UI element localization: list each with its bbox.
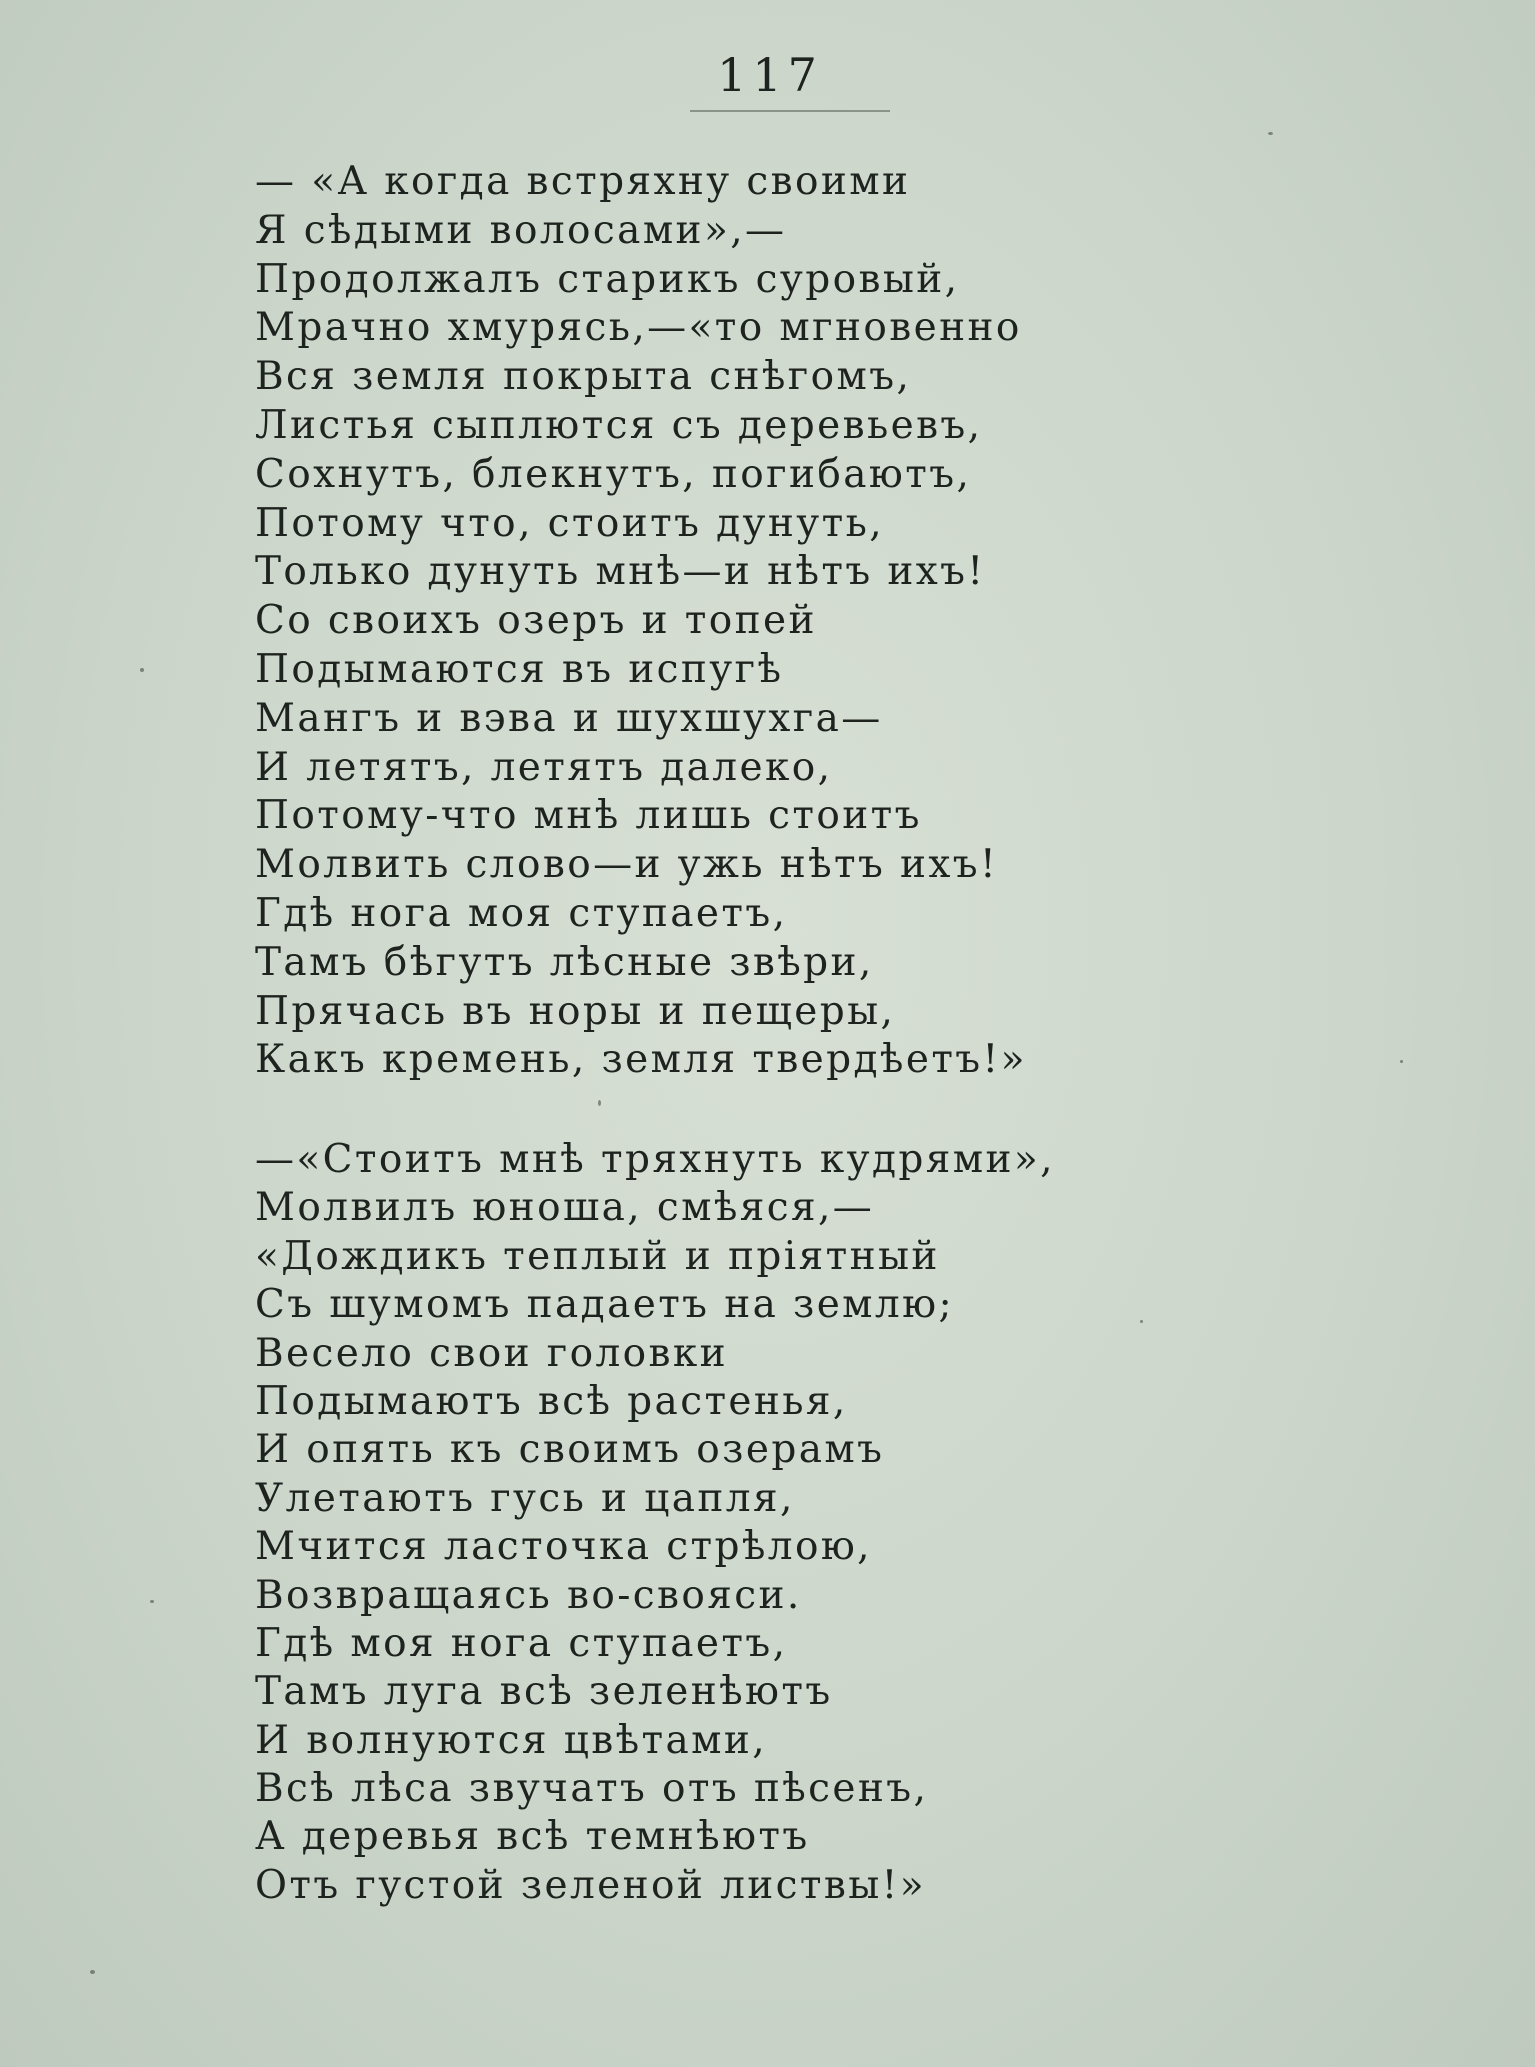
header-rule — [690, 110, 890, 112]
poem-line: И волнуются цвѣтами, — [255, 1717, 768, 1763]
poem-line: Съ шумомъ падаетъ на землю; — [255, 1282, 954, 1328]
poem-line: Всѣ лѣса звучатъ отъ пѣсенъ, — [255, 1766, 929, 1812]
poem-line: Молвить слово—и ужь нѣтъ ихъ! — [255, 842, 999, 888]
poem-line: Только дунуть мнѣ—и нѣтъ ихъ! — [255, 549, 986, 595]
poem-line: А деревья всѣ темнѣютъ — [255, 1814, 810, 1860]
paper-speck — [598, 1100, 601, 1106]
poem-line: Мангъ и вэва и шухшухга— — [255, 695, 883, 741]
poem-line: Потому что, стоитъ дунуть, — [255, 500, 885, 546]
poem-line: — «А когда встряхну своими — [255, 159, 911, 204]
paper-speck — [140, 668, 144, 672]
poem-line: Улетаютъ гусь и цапля, — [255, 1475, 795, 1521]
poem-line: Подымаются въ испугѣ — [255, 646, 784, 692]
poem-line: Продолжалъ старикъ суровый, — [255, 256, 960, 302]
poem-line: Вся земля покрыта снѣгомъ, — [255, 354, 912, 400]
poem-line: И летятъ, летятъ далеко, — [255, 744, 833, 790]
poem-line: Тамъ луга всѣ зеленѣютъ — [255, 1669, 833, 1715]
poem-line: Листья сыплются съ деревьевъ, — [255, 402, 983, 448]
poem-line: Подымаютъ всѣ растенья, — [255, 1378, 848, 1424]
paper-speck — [1400, 1060, 1403, 1063]
poem-line: И опять къ своимъ озерамъ — [255, 1427, 885, 1473]
paper-speck — [1268, 132, 1273, 135]
poem-line: Молвилъ юноша, смѣяся,— — [255, 1185, 875, 1231]
poem-line: Отъ густой зеленой листвы!» — [255, 1862, 927, 1908]
poem-line: Со своихъ озеръ и топей — [255, 598, 817, 644]
stanza-1 — [255, 158, 1027, 1085]
poem-line: Гдѣ моя нога ступаетъ, — [255, 1620, 788, 1666]
paper-speck — [90, 1970, 95, 1974]
poem-line: Прячась въ норы и пещеры, — [255, 988, 896, 1034]
poem-line: Мчится ласточка стрѣлою, — [255, 1524, 872, 1570]
poem-line: «Дождикъ теплый и прiятный — [255, 1233, 940, 1279]
poem-line: Сохнутъ, блекнутъ, погибаютъ, — [255, 451, 972, 497]
paper-speck — [1140, 1320, 1143, 1323]
stanza-2 — [255, 1136, 1055, 1910]
poem-line: Какъ кремень, земля твердѣетъ!» — [255, 1037, 1027, 1083]
poem-line: Тамъ бѣгутъ лѣсные звѣри, — [255, 939, 874, 985]
poem-line: Мрачно хмурясь,—«то мгновенно — [255, 305, 1022, 351]
poem-line: Весело свои головки — [255, 1330, 729, 1376]
poem-line: Гдѣ нога моя ступаетъ, — [255, 890, 788, 936]
poem-line: Потому-что мнѣ лишь стоитъ — [255, 793, 922, 839]
poem-line: Я сѣдыми волосами»,— — [255, 207, 787, 253]
poem-line: Возвращаясь во-свояси. — [255, 1572, 802, 1618]
page-number: 117 — [717, 48, 823, 102]
poem-line: —«Стоитъ мнѣ тряхнуть кудрями», — [255, 1137, 1055, 1182]
paper-speck — [150, 1600, 154, 1603]
